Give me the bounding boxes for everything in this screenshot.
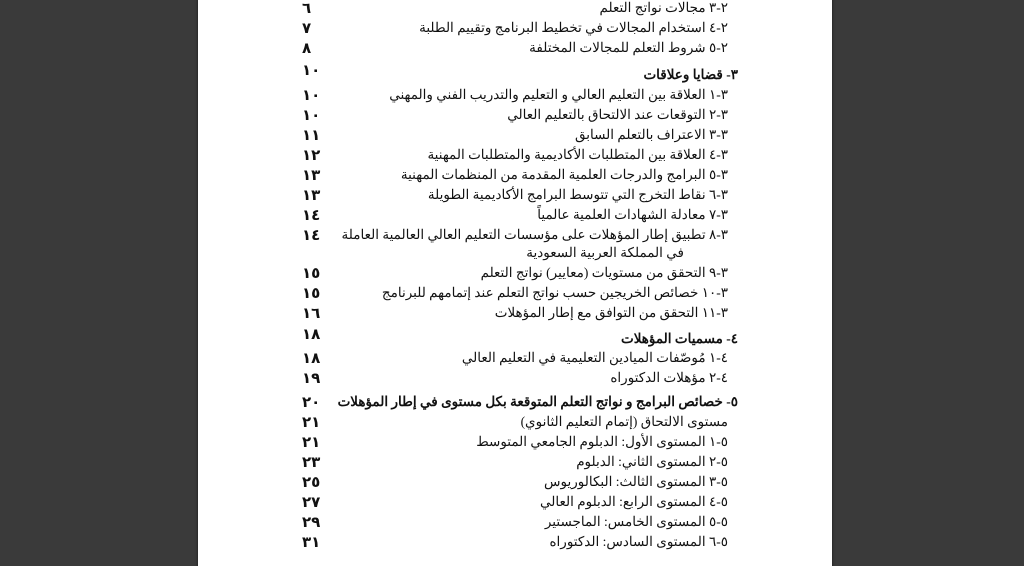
toc-page-number: ٢٩ [302, 513, 321, 531]
toc-entry [288, 263, 738, 283]
toc-page-number: ٢٠ [302, 393, 321, 411]
toc-entry-title: ٣-٥ البرامج والدرجات العلمية المقدمة من المنظمات المهنية [400, 167, 728, 182]
toc-entry [288, 185, 738, 205]
toc-page-number: ٢٧ [302, 493, 321, 511]
toc-entry-title: في المملكة العربية السعودية [526, 245, 684, 260]
toc-entry-title: ٣-٦ نقاط التخرج التي تتوسط البرامج الأكاديمية الطويلة [427, 187, 728, 202]
toc-entry [288, 225, 738, 245]
toc-page-number: ٢٣ [302, 453, 321, 471]
toc-entry [288, 145, 738, 165]
toc-entry-title: ٥-١ المستوى الأول: الدبلوم الجامعي المتوسط [476, 434, 728, 449]
toc-entry-title: ٣-١١ التحقق من التوافق مع إطار المؤهلات [494, 305, 728, 320]
toc-page-number: ١٠ [302, 61, 321, 79]
toc-page-number: ١٠ [302, 106, 321, 124]
toc-entry [288, 412, 738, 432]
toc-entry-title: ٢-٥ شروط التعلم للمجالات المختلفة [529, 40, 728, 55]
toc-entry-title: ٣-٧ معادلة الشهادات العلمية عالمياً [537, 207, 728, 222]
toc-entry-title: ٥-٣ المستوى الثالث: البكالوريوس [544, 474, 728, 489]
toc-entry-continuation [288, 243, 738, 263]
toc-section-heading [288, 65, 738, 85]
toc-entry-title: ٥-٤ المستوى الرابع: الدبلوم العالي [540, 494, 728, 509]
toc-entry [288, 348, 738, 368]
toc-page-number: ١٠ [302, 86, 321, 104]
toc-entry [288, 452, 738, 472]
toc-entry [288, 38, 738, 58]
toc-entry [288, 303, 738, 323]
toc-page-number: ١٤ [302, 226, 321, 244]
toc-entry [288, 512, 738, 532]
toc-entry [288, 18, 738, 38]
toc-entry-title: ٢-٣ مجالات نواتج التعلم [599, 0, 728, 15]
toc-entry-title: ٤-١ مُوصّفات الميادين التعليمية في التعليم العالي [461, 350, 728, 365]
toc-entry-title: ٣-٣ الاعتراف بالتعلم السابق [575, 127, 728, 142]
document-page [198, 0, 832, 566]
toc-entry-title: ٥- خصائص البرامج و نواتج التعلم المتوقعة بكل مستوى في إطار المؤهلات [337, 394, 738, 409]
toc-page-number: ١٤ [302, 206, 321, 224]
toc-entry [288, 368, 738, 388]
toc-page-number: ٨ [302, 39, 312, 57]
toc-entry [288, 165, 738, 185]
toc-page-number: ٧ [302, 19, 312, 37]
toc-entry [288, 283, 738, 303]
toc-entry [288, 0, 738, 18]
toc-entry-title: ٣-١ العلاقة بين التعليم العالي و التعليم والتدريب الفني والمهني [389, 87, 728, 102]
toc-entry [288, 205, 738, 225]
toc-page-number: ٣١ [302, 533, 321, 551]
toc-entry-title: ٥-٦ المستوى السادس: الدكتوراه [549, 534, 728, 549]
toc-page-number: ١٥ [302, 284, 321, 302]
toc-page-number: ١٣ [302, 166, 321, 184]
toc-entry [288, 492, 738, 512]
toc-section-heading [288, 392, 738, 412]
toc-page-number: ١١ [302, 126, 321, 144]
toc-entry [288, 432, 738, 452]
toc-entry [288, 125, 738, 145]
toc-entry [288, 105, 738, 125]
toc-entry [288, 532, 738, 552]
toc-entry [288, 472, 738, 492]
toc-page-number: ١٨ [302, 325, 321, 343]
toc-page-number: ٢٥ [302, 473, 321, 491]
toc-page-number: ١٨ [302, 349, 321, 367]
toc-entry-title: ٤-٢ مؤهلات الدكتوراه [610, 370, 728, 385]
toc-page-number: ١٩ [302, 369, 321, 387]
toc-page-number: ٦ [302, 0, 312, 17]
toc-entry-title: ٥-٢ المستوى الثاني: الدبلوم [576, 454, 728, 469]
toc-entry-title: ٣-٢ التوقعات عند الالتحاق بالتعليم العالي [507, 107, 728, 122]
toc-page-number: ١٥ [302, 264, 321, 282]
toc-page-number: ١٣ [302, 186, 321, 204]
toc-entry-title: ٢-٤ استخدام المجالات في تخطيط البرنامج وتقييم الطلبة [419, 20, 728, 35]
toc-entry-title: مستوى الالتحاق (إتمام التعليم الثانوي) [520, 414, 728, 429]
toc-entry-title: ٤- مسميات المؤهلات [620, 331, 738, 346]
toc-page-number: ١٦ [302, 304, 321, 322]
toc-entry-title: ٣-٩ التحقق من مستويات (معايير) نواتج التعلم [480, 265, 728, 280]
toc-entry [288, 85, 738, 105]
toc-page-number: ٢١ [302, 413, 321, 431]
toc-page-number: ١٢ [302, 146, 321, 164]
toc-entry-title: ٣- قضايا وعلاقات [643, 67, 738, 82]
toc-entry-title: ٣-١٠ خصائص الخريجين حسب نواتج التعلم عند إتمامهم للبرنامج [381, 285, 728, 300]
toc-entry-title: ٣-٨ تطبيق إطار المؤهلات على مؤسسات التعليم العالي العالمية العاملة [341, 227, 728, 242]
toc-entry-title: ٣-٤ العلاقة بين المتطلبات الأكاديمية والمتطلبات المهنية [427, 147, 728, 162]
toc-section-heading [288, 329, 738, 349]
toc-page-number: ٢١ [302, 433, 321, 451]
table-of-contents [198, 0, 832, 566]
toc-entry-title: ٥-٥ المستوى الخامس: الماجستير [544, 514, 728, 529]
